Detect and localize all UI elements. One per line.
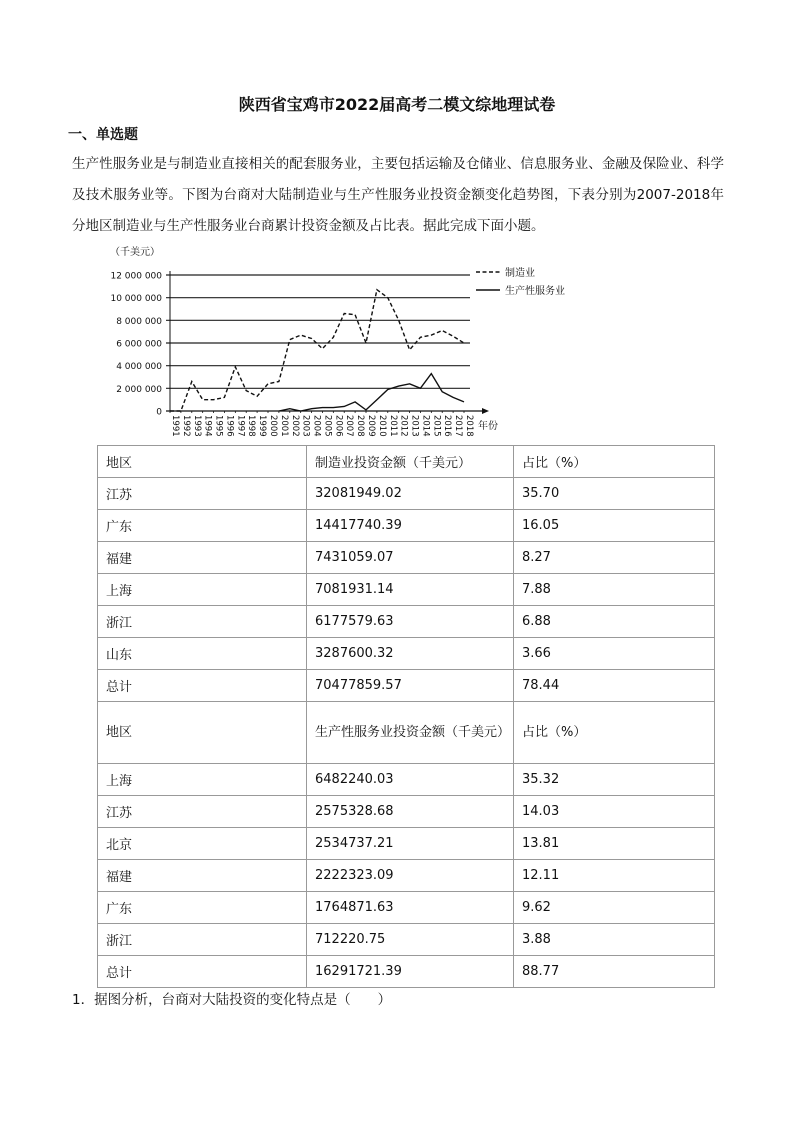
intro-text: 生产性服务业是与制造业直接相关的配套服务业，主要包括运输及仓储业、信息服务业、金融及保险业、科学及技术服务业等。下图为台商对大陆制造业与生产性服务业投资金额变化趋势图，下表分别为2007-2018年分地区制造业与生产性服务业台商累计投资金额及占比表。据此完成下面小题。 bbox=[72, 156, 724, 234]
table-cell: 7431059.07 bbox=[307, 542, 514, 574]
table-cell: 78.44 bbox=[514, 670, 715, 702]
x-tick-label: 2016 bbox=[442, 415, 453, 437]
table-row bbox=[98, 606, 715, 638]
x-tick-label: 2015 bbox=[431, 415, 442, 437]
x-tick-label: 1995 bbox=[213, 415, 224, 437]
table-cell: 生产性服务业投资金额（千美元） bbox=[307, 702, 514, 764]
table-cell: 3287600.32 bbox=[307, 638, 514, 670]
y-tick-label: 10 000 000 bbox=[110, 294, 162, 305]
page-title: 陕西省宝鸡市2022届高考二模文综地理试卷 bbox=[238, 95, 556, 114]
x-tick-label: 2014 bbox=[420, 415, 431, 437]
x-tick-label: 1991 bbox=[170, 415, 180, 437]
table-cell: 1764871.63 bbox=[307, 892, 514, 924]
x-tick-label: 2010 bbox=[376, 415, 387, 437]
x-tick-label: 2012 bbox=[398, 415, 409, 437]
table-cell: 3.88 bbox=[514, 924, 715, 956]
y-tick-label: 12 000 000 bbox=[110, 271, 162, 282]
intro-paragraph bbox=[72, 149, 724, 242]
legend-label: 制造业 bbox=[505, 268, 535, 279]
table-header-row bbox=[98, 446, 715, 478]
table-cell: 总计 bbox=[98, 956, 307, 988]
table-cell: 712220.75 bbox=[307, 924, 514, 956]
table-cell: 6.88 bbox=[514, 606, 715, 638]
x-axis-label: 年份 bbox=[478, 421, 498, 432]
x-tick-label: 1999 bbox=[257, 415, 268, 437]
table-cell: 9.62 bbox=[514, 892, 715, 924]
table-cell: 上海 bbox=[98, 764, 307, 796]
section-heading: 一、单选题 bbox=[68, 127, 138, 143]
x-tick-label: 2009 bbox=[366, 415, 376, 437]
table-row bbox=[98, 542, 715, 574]
x-tick-label: 2018 bbox=[464, 415, 474, 437]
table-cell: 福建 bbox=[98, 542, 307, 574]
y-tick-label: 4 000 000 bbox=[116, 362, 162, 373]
investment-trend-chart bbox=[92, 240, 612, 440]
table-cell: 上海 bbox=[98, 574, 307, 606]
table-cell: 占比（%） bbox=[514, 446, 715, 478]
table-cell: 88.77 bbox=[514, 956, 715, 988]
x-tick-label: 2001 bbox=[278, 415, 289, 437]
y-axis-label: （千美元） bbox=[110, 247, 160, 258]
x-tick-label: 2002 bbox=[289, 415, 300, 437]
x-tick-label: 2003 bbox=[300, 415, 311, 437]
x-axis-arrow bbox=[482, 408, 489, 414]
table-row bbox=[98, 574, 715, 606]
table-header-row bbox=[98, 702, 715, 764]
table-cell: 山东 bbox=[98, 638, 307, 670]
table-row bbox=[98, 510, 715, 542]
table-cell: 35.32 bbox=[514, 764, 715, 796]
table-cell: 70477859.57 bbox=[307, 670, 514, 702]
table-cell: 江苏 bbox=[98, 478, 307, 510]
x-tick-label: 2007 bbox=[344, 415, 355, 437]
y-tick-label: 2 000 000 bbox=[116, 384, 162, 395]
legend-label: 生产性服务业 bbox=[505, 286, 565, 297]
table-cell: 福建 bbox=[98, 860, 307, 892]
table-row bbox=[98, 478, 715, 510]
table-cell: 制造业投资金额（千美元） bbox=[307, 446, 514, 478]
x-tick-label: 2006 bbox=[333, 415, 344, 437]
table-cell: 3.66 bbox=[514, 638, 715, 670]
table-cell: 北京 bbox=[98, 828, 307, 860]
table-cell: 14417740.39 bbox=[307, 510, 514, 542]
table-row bbox=[98, 670, 715, 702]
table-row bbox=[98, 956, 715, 988]
table-cell: 地区 bbox=[98, 702, 307, 764]
x-tick-label: 1997 bbox=[235, 415, 246, 437]
table-cell: 12.11 bbox=[514, 860, 715, 892]
x-tick-label: 2017 bbox=[453, 415, 464, 437]
table-cell: 浙江 bbox=[98, 924, 307, 956]
table-cell: 2222323.09 bbox=[307, 860, 514, 892]
table-cell: 广东 bbox=[98, 510, 307, 542]
table-row bbox=[98, 892, 715, 924]
x-tick-label: 2004 bbox=[311, 415, 322, 437]
investment-table bbox=[97, 445, 715, 988]
table-cell: 地区 bbox=[98, 446, 307, 478]
x-tick-label: 1994 bbox=[202, 415, 213, 437]
table-cell: 7.88 bbox=[514, 574, 715, 606]
table-cell: 35.70 bbox=[514, 478, 715, 510]
series-line-0 bbox=[170, 290, 464, 411]
y-tick-label: 8 000 000 bbox=[116, 316, 162, 327]
table-cell: 2575328.68 bbox=[307, 796, 514, 828]
x-tick-label: 1998 bbox=[246, 415, 257, 437]
table-cell: 6482240.03 bbox=[307, 764, 514, 796]
table-cell: 16.05 bbox=[514, 510, 715, 542]
series-line-1 bbox=[279, 374, 464, 411]
table-cell: 浙江 bbox=[98, 606, 307, 638]
x-tick-label: 1992 bbox=[180, 415, 191, 437]
table-row bbox=[98, 860, 715, 892]
table-row bbox=[98, 764, 715, 796]
table-body bbox=[98, 446, 715, 988]
table-cell: 2534737.21 bbox=[307, 828, 514, 860]
table-row bbox=[98, 638, 715, 670]
x-tick-label: 2008 bbox=[355, 415, 366, 437]
table-row bbox=[98, 796, 715, 828]
table-cell: 8.27 bbox=[514, 542, 715, 574]
table-row bbox=[98, 924, 715, 956]
x-tick-label: 2011 bbox=[387, 415, 398, 437]
table-cell: 14.03 bbox=[514, 796, 715, 828]
x-tick-label: 2000 bbox=[268, 415, 278, 437]
x-tick-label: 2013 bbox=[409, 415, 420, 437]
table-cell: 广东 bbox=[98, 892, 307, 924]
table-cell: 6177579.63 bbox=[307, 606, 514, 638]
y-tick-label: 0 bbox=[156, 407, 162, 418]
y-tick-label: 6 000 000 bbox=[116, 339, 162, 350]
x-tick-label: 2005 bbox=[322, 415, 333, 437]
table-cell: 总计 bbox=[98, 670, 307, 702]
table-cell: 江苏 bbox=[98, 796, 307, 828]
table-cell: 13.81 bbox=[514, 828, 715, 860]
table-cell: 7081931.14 bbox=[307, 574, 514, 606]
question-1: 1．据图分析，台商对大陆投资的变化特点是（ ） bbox=[72, 992, 392, 1008]
table-cell: 占比（%） bbox=[514, 702, 715, 764]
x-tick-label: 1993 bbox=[191, 415, 202, 437]
table-cell: 32081949.02 bbox=[307, 478, 514, 510]
table-cell: 16291721.39 bbox=[307, 956, 514, 988]
table-row bbox=[98, 828, 715, 860]
x-tick-label: 1996 bbox=[224, 415, 235, 437]
